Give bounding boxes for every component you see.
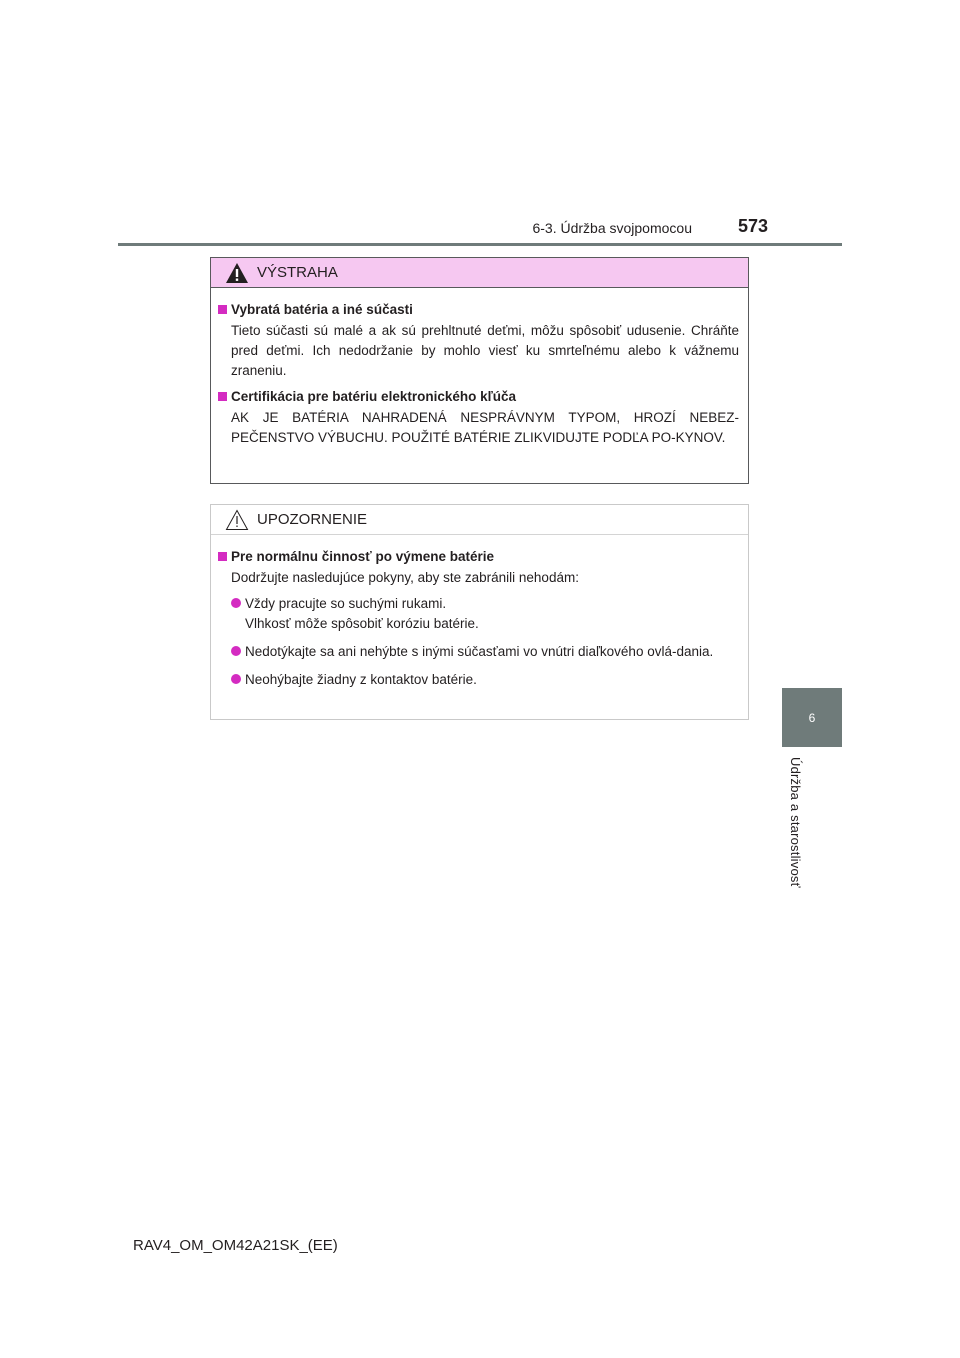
chapter-label: Údržba a starostlivosť: [788, 757, 803, 888]
list-item-line: Vlhkosť môže spôsobiť koróziu batérie.: [245, 616, 479, 631]
warning-item-heading: [218, 300, 739, 319]
list-item-text: Neohýbajte žiadny z kontaktov batérie.: [245, 672, 477, 687]
page-number: 573: [738, 216, 769, 236]
dot-bullet-icon: [231, 674, 241, 684]
warning-item-heading-text: Vybratá batéria a iné súčasti: [231, 302, 413, 317]
chapter-tab[interactable]: [782, 688, 842, 747]
section-title: 6-3. Údržba svojpomocou: [532, 220, 692, 236]
warning-box: [210, 257, 749, 484]
caution-icon: [225, 509, 249, 531]
warning-icon: [225, 262, 249, 284]
chapter-number: 6: [808, 710, 816, 725]
list-item: [218, 594, 739, 634]
list-item: [218, 670, 739, 690]
warning-item-text: AK JE BATÉRIA NAHRADENÁ NESPRÁVNYM TYPOM, HROZÍ NEBEZ-PEČENSTVO VÝBUCHU. POUŽITÉ BATÉRIE ZLIKVIDUJTE PODĽA PO-KYNOV.: [231, 410, 739, 445]
caution-heading-text: Pre normálnu činnosť po výmene batérie: [231, 549, 495, 564]
square-bullet-icon: [218, 392, 227, 401]
warning-title: VÝSTRAHA: [257, 264, 338, 281]
caution-title: UPOZORNENIE: [257, 511, 368, 528]
list-item-line: Vždy pracujte so suchými rukami.: [245, 596, 447, 611]
document-code: RAV4_OM_OM42A21SK_(EE): [133, 1237, 338, 1254]
warning-body: [211, 288, 748, 448]
caution-header: [211, 505, 748, 535]
caution-box: [210, 504, 749, 720]
warning-item-heading: [218, 387, 739, 406]
header-rule: [118, 243, 842, 246]
list-item-text: [245, 594, 739, 634]
warning-item-heading-text: Certifikácia pre batériu elektronického kľúča: [231, 389, 517, 404]
dot-bullet-icon: [231, 598, 241, 608]
caution-intro: Dodržujte nasledujúce pokyny, aby ste zabránili nehodám:: [231, 570, 579, 585]
caution-heading: [218, 547, 739, 566]
warning-header: [211, 258, 748, 288]
caution-body: [211, 535, 748, 690]
list-item: [218, 642, 739, 662]
list-item-text: Nedotýkajte sa ani nehýbte s inými súčasťami vo vnútri diaľkového ovlá-dania.: [245, 644, 714, 659]
warning-item-text: Tieto súčasti sú malé a ak sú prehltnuté deťmi, môžu spôsobiť udusenie. Chráňte pred deťmi. Ich nedodržanie by mohlo viesť ku smrteľnému alebo k vážnemu zraneniu.: [231, 323, 739, 378]
dot-bullet-icon: [231, 646, 241, 656]
square-bullet-icon: [218, 552, 227, 561]
square-bullet-icon: [218, 305, 227, 314]
